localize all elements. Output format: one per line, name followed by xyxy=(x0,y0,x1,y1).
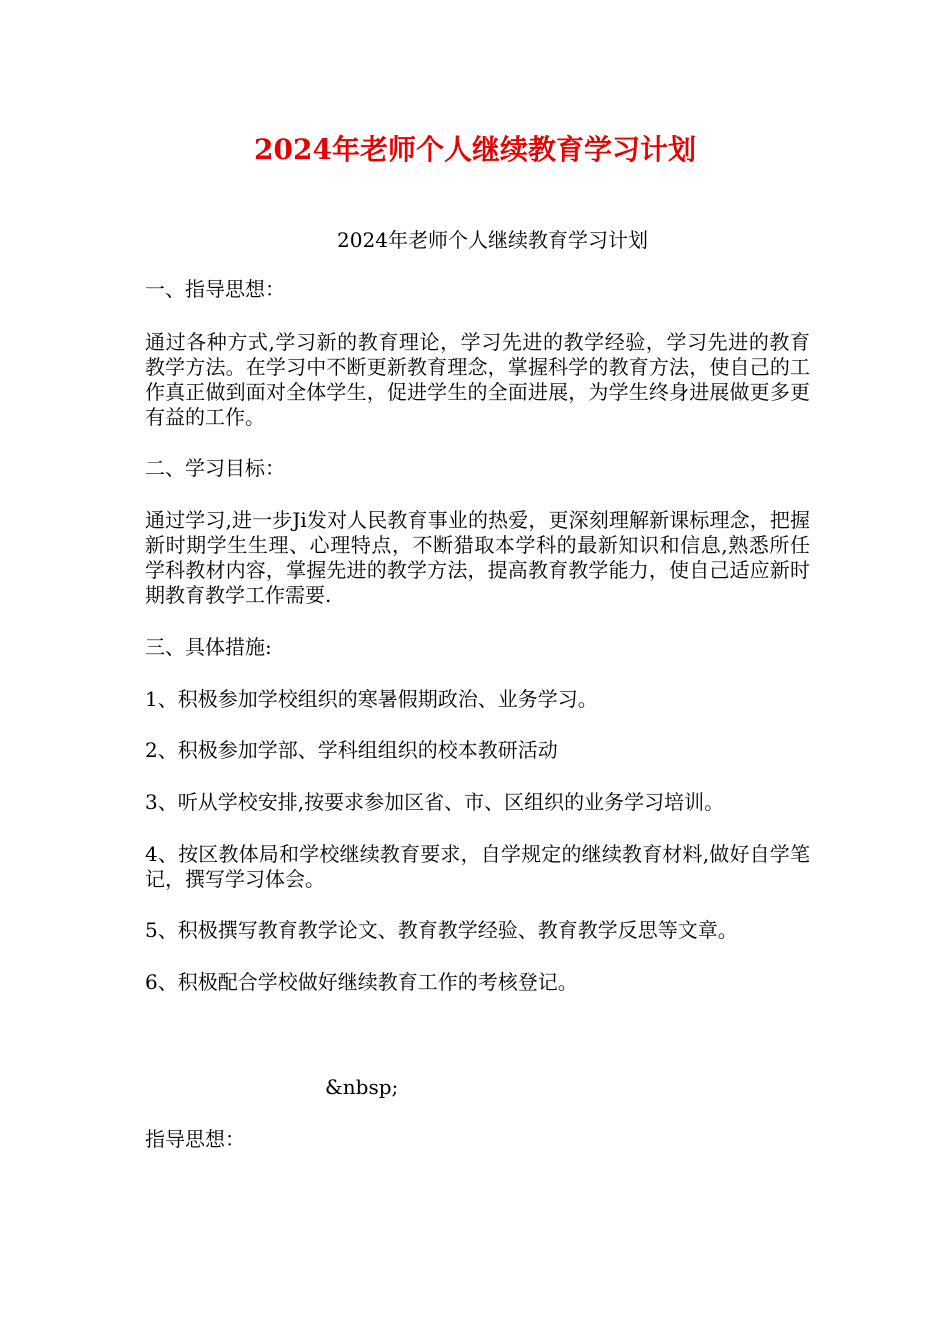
nbsp-artifact-text: &nbsp; xyxy=(325,1075,399,1099)
measure-item: 5、积极撰写教育教学论文、教育教学经验、教育教学反思等文章。 xyxy=(145,918,738,942)
document-title: 2024年老师个人继续教育学习计划 xyxy=(254,133,696,166)
document-subtitle: 2024年老师个人继续教育学习计划 xyxy=(337,228,648,252)
measure-item: 1、积极参加学校组织的寒暑假期政治、业务学习。 xyxy=(145,687,598,711)
trailing-heading: 指导思想： xyxy=(145,1127,245,1151)
section3-heading: 三、具体措施: xyxy=(145,635,272,659)
section2-heading: 二、学习目标： xyxy=(145,456,285,480)
section2-body: 通过学习,进一步Ji发对人民教育事业的热爱，更深刻理解新课标理念，把握新时期学生生理、心理特点，不断猎取本学科的最新知识和信息,熟悉所任学科教材内容，掌握先进的教学方法，提高教育教学能力，使自己适应新时期教育教学工作需要. xyxy=(145,508,810,607)
measure-item: 4、按区教体局和学校继续教育要求，自学规定的继续教育材料,做好自学笔记，撰写学习体会。 xyxy=(145,842,810,891)
measure-item: 6、积极配合学校做好继续教育工作的考核登记。 xyxy=(145,970,578,994)
section1-body: 通过各种方式,学习新的教育理论，学习先进的教学经验，学习先进的教育教学方法。在学习中不断更新教育理念，掌握科学的教育方法，使自己的工作真正做到面对全体学生，促进学生的全面进展，为学生终身进展做更多更有益的工作。 xyxy=(145,330,810,429)
section1-heading: 一、指导思想： xyxy=(145,277,285,301)
measure-item: 2、积极参加学部、学科组组织的校本教研活动 xyxy=(145,738,558,762)
measure-item: 3、听从学校安排,按要求参加区省、市、区组织的业务学习培训。 xyxy=(145,790,725,814)
